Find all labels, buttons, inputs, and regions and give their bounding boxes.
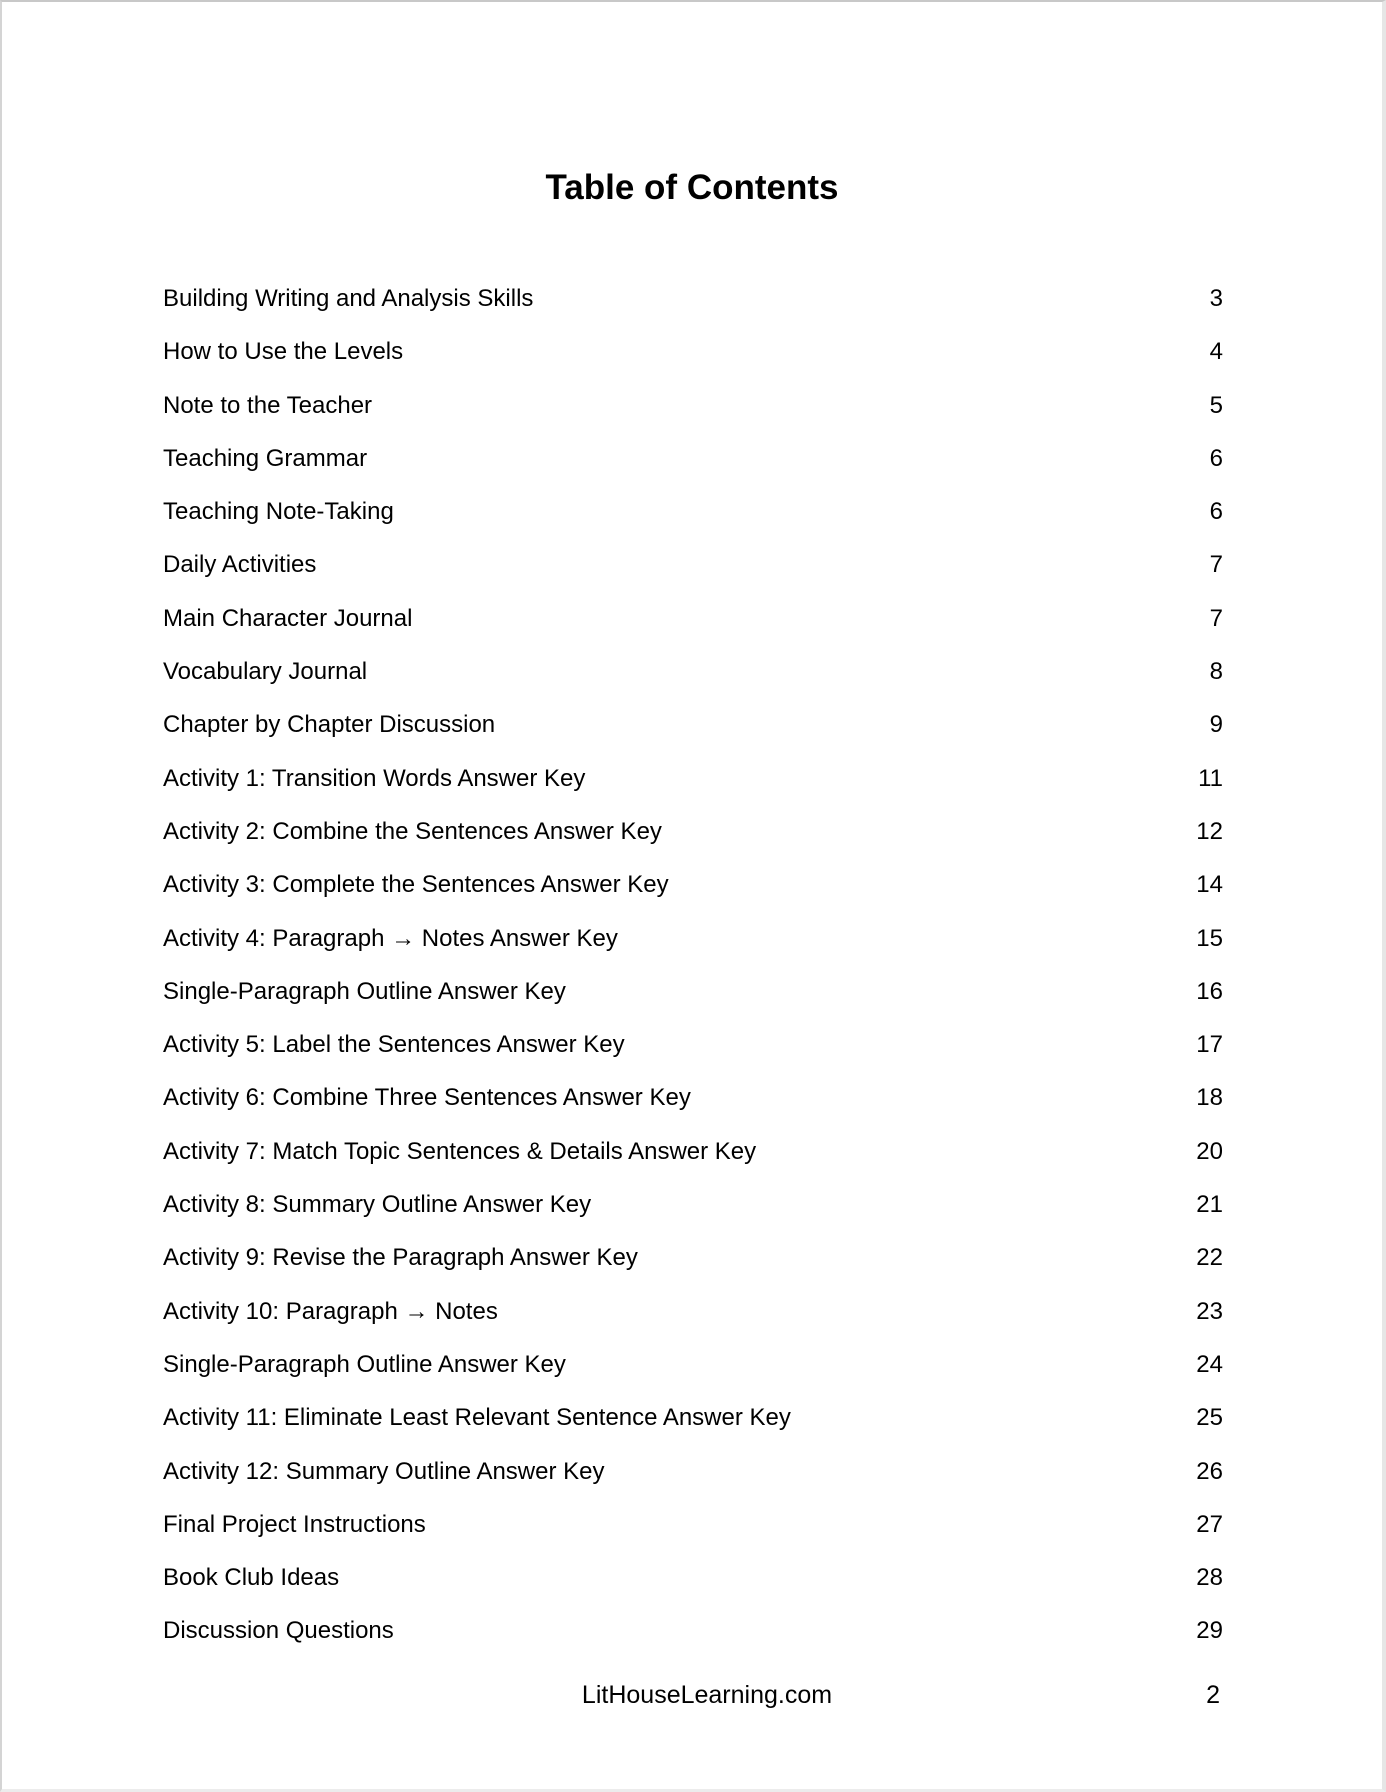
toc-entry-title: Activity 3: Complete the Sentences Answer Key <box>163 871 669 899</box>
toc-entry-page: 20 <box>1196 1137 1223 1165</box>
toc-entry-title: Activity 8: Summary Outline Answer Key <box>163 1191 592 1219</box>
toc-entry <box>163 538 1223 591</box>
toc-entry-title: Book Club Ideas <box>163 1564 340 1592</box>
toc-entry <box>163 698 1223 751</box>
toc-entry-page: 7 <box>1209 604 1223 632</box>
footer-website: LitHouseLearning.com <box>581 1681 833 1709</box>
toc-entry-title: Chapter by Chapter Discussion <box>163 711 496 739</box>
toc-entry <box>163 1338 1223 1391</box>
toc-entry-title: Activity 10: Paragraph → Notes <box>163 1297 498 1325</box>
toc-entry <box>163 592 1223 645</box>
toc-entry-title: Note to the Teacher <box>163 391 373 419</box>
toc-entry-title: Main Character Journal <box>163 604 413 632</box>
toc-entry-page: 29 <box>1196 1617 1223 1645</box>
toc-entry-title: How to Use the Levels <box>163 338 404 366</box>
toc-entry-title: Final Project Instructions <box>163 1510 426 1538</box>
toc-entry-title: Activity 6: Combine Three Sentences Answer Key <box>163 1084 691 1112</box>
toc-entry-title: Activity 12: Summary Outline Answer Key <box>163 1457 605 1485</box>
toc-entry-page: 26 <box>1196 1457 1223 1485</box>
footer-page-number: 2 <box>1206 1681 1220 1709</box>
toc-entry-page: 6 <box>1209 498 1223 526</box>
toc-entry-title: Activity 4: Paragraph → Notes Answer Key <box>163 924 618 952</box>
toc-entry <box>163 858 1223 911</box>
toc-entry <box>163 1391 1223 1444</box>
toc-entry-title: Teaching Note-Taking <box>163 498 394 526</box>
toc-entry-page: 3 <box>1209 285 1223 312</box>
toc-entry <box>163 1178 1223 1231</box>
toc-entry <box>163 1231 1223 1284</box>
toc-entry <box>163 1498 1223 1551</box>
toc-entry <box>163 1125 1223 1178</box>
toc-entry-page: 14 <box>1196 871 1223 899</box>
toc-entry-title: Activity 7: Match Topic Sentences & Details Answer Key <box>163 1137 757 1165</box>
toc-entry <box>163 272 1223 325</box>
toc-entry-page: 27 <box>1196 1510 1223 1538</box>
toc-entry <box>163 752 1223 805</box>
toc-entry-title: Teaching Grammar <box>163 444 368 472</box>
toc-entry <box>163 1445 1223 1498</box>
toc-entry <box>163 1551 1223 1604</box>
table-of-contents <box>163 272 1223 1658</box>
toc-entry <box>163 432 1223 485</box>
toc-entry <box>163 1071 1223 1124</box>
toc-entry <box>163 912 1223 965</box>
toc-entry <box>163 1018 1223 1071</box>
toc-entry <box>163 805 1223 858</box>
toc-entry-page: 16 <box>1196 977 1223 1005</box>
toc-entry <box>163 485 1223 538</box>
toc-entry-title: Activity 11: Eliminate Least Relevant Sentence Answer Key <box>163 1404 791 1432</box>
toc-entry-page: 11 <box>1198 764 1223 792</box>
page-title: Table of Contents <box>545 168 839 207</box>
toc-entry-page: 28 <box>1196 1564 1223 1592</box>
toc-entry-title: Single-Paragraph Outline Answer Key <box>163 1350 566 1378</box>
toc-entry-page: 12 <box>1196 817 1223 845</box>
toc-entry-page: 25 <box>1196 1404 1223 1432</box>
toc-entry <box>163 1285 1223 1338</box>
toc-entry-page: 23 <box>1196 1297 1223 1325</box>
toc-entry-page: 8 <box>1209 658 1223 686</box>
toc-entry-page: 22 <box>1196 1244 1223 1272</box>
toc-entry-title: Single-Paragraph Outline Answer Key <box>163 977 566 1005</box>
toc-entry-page: 9 <box>1209 711 1223 739</box>
toc-entry-page: 5 <box>1209 391 1223 419</box>
toc-entry <box>163 1604 1223 1657</box>
toc-entry-page: 18 <box>1196 1084 1223 1112</box>
toc-entry-page: 4 <box>1209 338 1223 366</box>
toc-entry-title: Activity 5: Label the Sentences Answer Key <box>163 1031 625 1059</box>
toc-entry <box>163 965 1223 1018</box>
toc-entry-page: 24 <box>1196 1350 1223 1378</box>
toc-entry-title: Vocabulary Journal <box>163 658 368 686</box>
toc-entry <box>163 645 1223 698</box>
toc-entry <box>163 325 1223 378</box>
toc-entry-title: Building Writing and Analysis Skills <box>163 285 534 312</box>
toc-entry-page: 6 <box>1209 444 1223 472</box>
toc-entry-page: 17 <box>1196 1031 1223 1059</box>
toc-entry <box>163 379 1223 432</box>
toc-entry-title: Daily Activities <box>163 551 317 579</box>
toc-entry-page: 21 <box>1196 1191 1223 1219</box>
toc-entry-title: Discussion Questions <box>163 1617 394 1645</box>
toc-entry-page: 15 <box>1196 924 1223 952</box>
toc-entry-title: Activity 1: Transition Words Answer Key <box>163 764 586 792</box>
toc-entry-title: Activity 9: Revise the Paragraph Answer Key <box>163 1244 638 1272</box>
toc-entry-page: 7 <box>1209 551 1223 579</box>
toc-entry-title: Activity 2: Combine the Sentences Answer Key <box>163 817 662 845</box>
